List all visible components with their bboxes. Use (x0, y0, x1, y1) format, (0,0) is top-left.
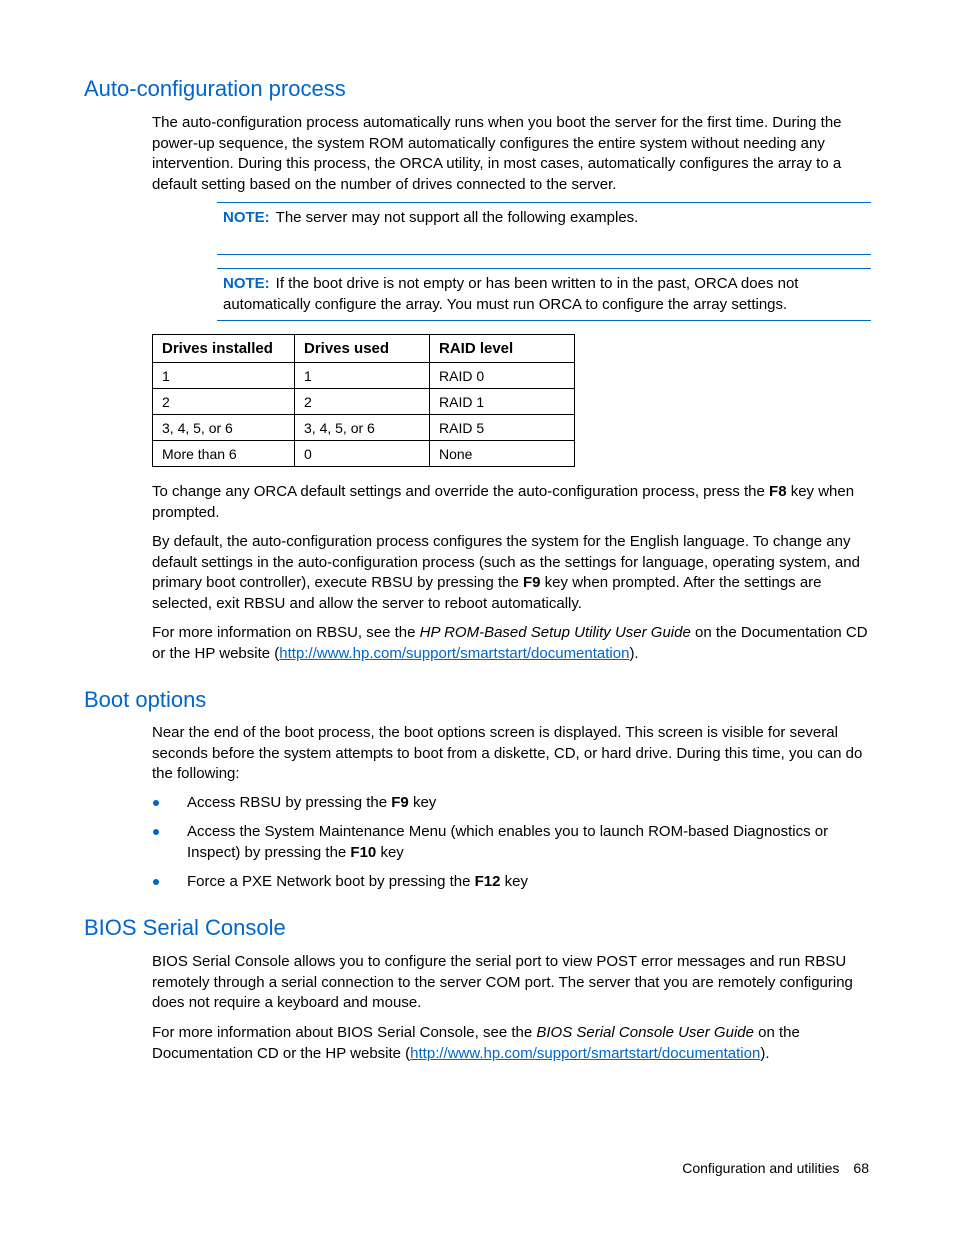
text-run: Access RBSU by pressing the (187, 794, 392, 811)
text-run: key (500, 872, 529, 890)
table-cell: 0 (295, 441, 430, 467)
key-name: F8 (769, 483, 787, 500)
table-cell: 1 (153, 363, 295, 389)
table-header-row (153, 335, 575, 363)
text-run: key when prompted. After the settings are selected, exit RBSU and allow the server to reboot automatically. (152, 574, 822, 612)
hp-documentation-link[interactable]: http://www.hp.com/support/smartstart/documentation (410, 1044, 761, 1062)
text-run: By default, the auto-configuration process configures the system for the English language. To change any default settings in the auto-configuration process (such as the settings for language, operating system, and primary boot controller), execute RBSU by pressing the (152, 533, 860, 592)
auto-config-intro: The auto-configuration process automatically runs when you boot the server for the first time. During the power-up sequence, the system ROM automatically configures the entire system without needing any intervention. During this process, the ORCA utility, in most cases, automatically configures the array to a default setting based on the number of drives connected to the server. (152, 114, 842, 193)
key-name: F9 (391, 794, 409, 811)
table-cell: RAID 0 (430, 363, 575, 389)
text-run: key when prompted. (152, 483, 855, 521)
table-row (153, 415, 575, 441)
key-name: F12 (474, 872, 501, 890)
note-label: NOTE: (223, 275, 270, 292)
table-row (153, 363, 575, 389)
boot-options-list (152, 793, 872, 901)
bullet-icon (153, 829, 159, 835)
raid-config-table (152, 334, 575, 467)
list-item (152, 872, 872, 893)
table-cell: More than 6 (153, 441, 295, 467)
boot-options-intro: Near the end of the boot process, the boot options screen is displayed. This screen is visible for several seconds before the system attempts to boot from a diskette, CD, or hard drive. During this time, you can do the following: (152, 724, 863, 783)
rbsu-info-paragraph (152, 623, 872, 664)
text-run: on the Documentation CD or the HP website ( (152, 1024, 800, 1062)
guide-title: HP ROM-Based Setup Utility User Guide (419, 624, 691, 641)
table-row (153, 441, 575, 467)
bios-serial-info-paragraph (152, 1023, 872, 1064)
column-header: Drives installed (153, 335, 295, 363)
text-run: ). (760, 1044, 770, 1062)
note-box-2 (217, 268, 871, 321)
text-run: Force a PXE Network boot by pressing the (187, 872, 475, 890)
page-footer (682, 1158, 869, 1178)
note-box-1 (217, 202, 871, 255)
default-settings-paragraph (152, 532, 872, 614)
page-number: 68 (853, 1160, 869, 1176)
footer-chapter: Configuration and utilities (682, 1160, 840, 1176)
table-cell: RAID 5 (430, 415, 575, 441)
guide-title: BIOS Serial Console User Guide (536, 1024, 754, 1041)
bullet-icon (153, 879, 159, 885)
note-text: If the boot drive is not empty or has been written to in the past, ORCA does not automatically configure the array. You must run ORCA to configure the array settings. (223, 275, 799, 313)
text-run: key (376, 843, 404, 861)
text-run: on the Documentation CD or the HP website ( (152, 624, 868, 662)
text-run: To change any ORCA default settings and override the auto-configuration process, press the (152, 483, 770, 500)
hp-documentation-link[interactable]: http://www.hp.com/support/smartstart/documentation (279, 644, 630, 662)
note-label: NOTE: (223, 209, 270, 226)
table-cell: None (430, 441, 575, 467)
table-row (153, 389, 575, 415)
heading-bios-serial-console: BIOS Serial Console (84, 915, 286, 940)
table-cell: 1 (295, 363, 430, 389)
bullet-icon (153, 800, 159, 806)
orca-override-paragraph (152, 482, 872, 523)
list-item (152, 793, 872, 814)
key-name: F9 (523, 574, 541, 592)
table-cell: 3, 4, 5, or 6 (153, 415, 295, 441)
text-run: key (408, 794, 437, 811)
table-cell: 2 (153, 389, 295, 415)
table-cell: RAID 1 (430, 389, 575, 415)
bios-serial-intro: BIOS Serial Console allows you to configure the serial port to view POST error messages and run RBSU remotely through a serial connection to the server COM port. The server that you are remotely configuring does not require a keyboard and mouse. (152, 953, 853, 1012)
key-name: F10 (350, 843, 377, 861)
heading-boot-options: Boot options (84, 687, 207, 712)
table-cell: 3, 4, 5, or 6 (295, 415, 430, 441)
text-run: ). (629, 644, 639, 662)
column-header: RAID level (430, 335, 575, 363)
text-run: Access the System Maintenance Menu (which enables you to launch ROM-based Diagnostics or Inspect) by pressing the (187, 823, 829, 861)
table-cell: 2 (295, 389, 430, 415)
note-text: The server may not support all the following examples. (275, 209, 639, 226)
heading-auto-configuration: Auto-configuration process (84, 76, 346, 101)
list-item (152, 822, 872, 863)
column-header: Drives used (295, 335, 430, 363)
text-run: For more information about BIOS Serial Console, see the (152, 1024, 537, 1041)
text-run: For more information on RBSU, see the (152, 624, 420, 641)
